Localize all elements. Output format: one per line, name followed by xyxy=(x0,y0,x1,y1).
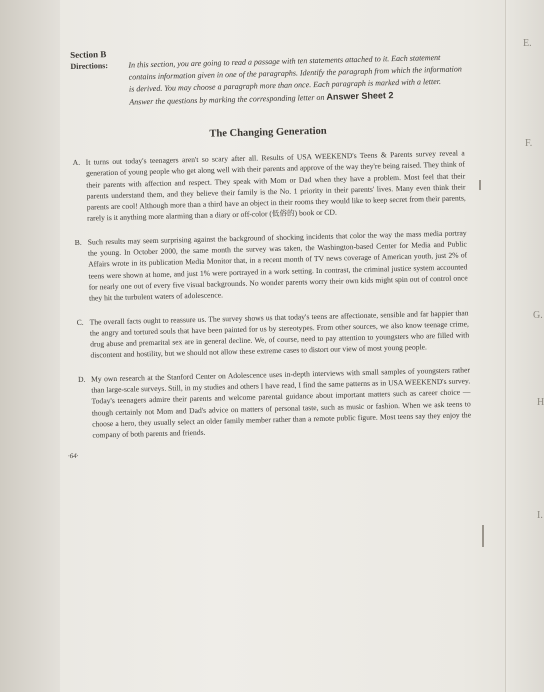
page-number: ·64· xyxy=(67,451,79,460)
edge-letter-g: G. xyxy=(533,310,543,321)
next-page-edge xyxy=(505,0,544,692)
edge-letter-e: E. xyxy=(523,38,532,49)
directions-body: In this section, you are going to read a passage with ten statements attached to it. Each statement contains information given in one of the paragraphs. Identify the paragraph from which the information is derived. You may choose a paragraph more than once. Each paragraph is marked with a letter. Answer the questions by marking the corresponding letter on xyxy=(128,52,462,107)
paragraph-text: It turns out today's teenagers aren't so scary after all. Results of USA WEEKEND's Teens & Parents survey reveal a generation of young people who get along well with their parents and approve of the way they're being raised. They think of their parents with affection and respect. They speak with Mom or Dad when they have a problem. Most feel that their parents understand them, and they believe their family is the No. 1 priority in their parents' lives. Many even think their parents are cool! Although more than a third have an object in their rooms they would like to keep secret from their parents, rarely is it anything more alarming than a diary or off-color (低俗的) book or CD. xyxy=(85,148,466,224)
paragraph-letter: B. xyxy=(74,237,82,247)
paragraph-d xyxy=(78,364,472,441)
edge-letter-i: I. xyxy=(537,510,543,521)
pencil-mark xyxy=(479,180,481,190)
paragraph-text: Such results may seem surprising against the background of shocking incidents that color the way the mass media portray the young. In October 2000, the same month the survey was taken, the Washington-based Center for Media and Public Affairs wrote in its publication Media Monitor that, in a recent month of TV news coverage of American youth, just 2% of teens were shown at home, and just 1% were portrayed in a work setting. In contrast, the criminal justice system accounted for nearly one out of every five visual backgrounds. No wonder parents worry their own kids might spin out of control once they hit the turbulent waters of adolescence. xyxy=(87,228,468,303)
passage-title: The Changing Generation xyxy=(209,125,327,140)
paragraph-letter: A. xyxy=(72,157,81,167)
paragraph-a xyxy=(73,147,467,224)
directions xyxy=(70,51,463,110)
edge-letter-f: F. xyxy=(525,138,533,149)
paragraph-c xyxy=(77,307,470,362)
section-heading: Section B xyxy=(70,49,107,60)
paragraph-text: The overall facts ought to reassure us. The survey shows us that today's teens are affectionate, sensible and far happier than the angry and tortured souls that have been painted for us by stereotypes. From other sources, we also know teenage crime, drug abuse and premarital sex are in general decline. We, of course, need to pay attention to youngsters who are filled with discontent and hostility, but we should not allow these extreme cases to distort our view of most young people. xyxy=(89,307,470,361)
paragraph-text: My own research at the Stanford Center on Adolescence uses in-depth interviews with small samples of youngsters rather than large-scale surveys. Still, in my studies and others I have read, I find the same patterns as in USA WEEKEND's survey. Today's teenagers admire their parents and welcome parental guidance about important matters such as career choice — though certainly not Mom and Dad's advice on matters of personal taste, such as music or fashion. When we ask teens to choose a hero, they usually select an older family member rather than a remote public figure. Most teens say they enjoy the company of both parents and friends. xyxy=(90,365,472,440)
directions-text xyxy=(128,51,463,108)
paragraph-letter: C. xyxy=(76,317,84,327)
paragraph-b xyxy=(75,227,469,304)
directions-label: Directions: xyxy=(70,61,109,71)
edge-letter-h: H xyxy=(537,397,544,408)
page-content xyxy=(67,40,472,460)
pencil-mark xyxy=(482,525,484,547)
answer-sheet-label: Answer Sheet 2 xyxy=(326,90,394,102)
paragraph-letter: D. xyxy=(77,374,86,384)
page-gutter xyxy=(0,0,60,692)
